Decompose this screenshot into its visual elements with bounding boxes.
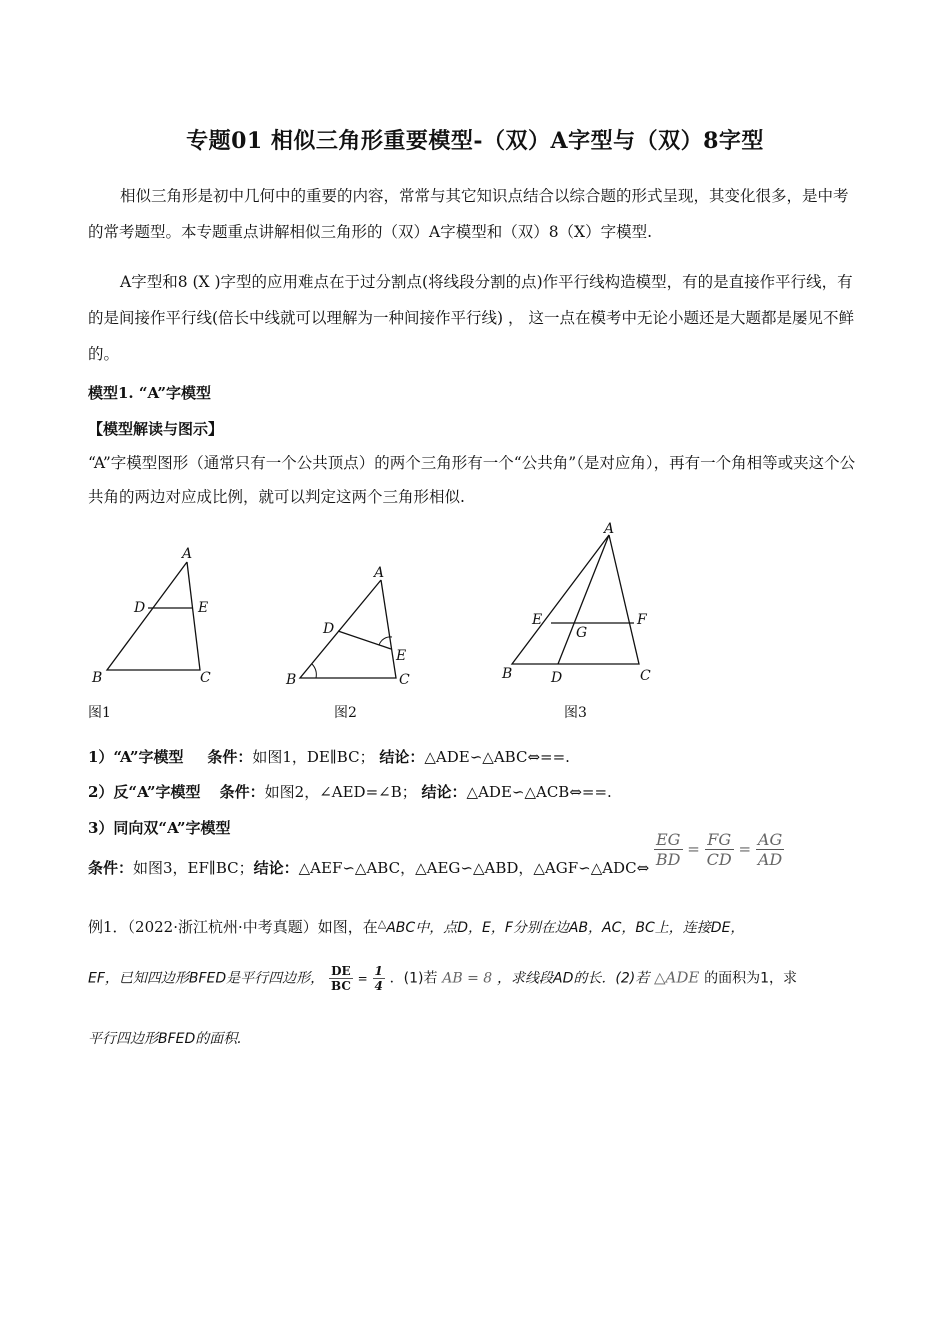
figure-1 xyxy=(88,540,228,690)
model1-description: “A”字模型图形（通常只有一个公共顶点）的两个三角形有一个“公共角”（是对应角），再有一个角相等或夹这个公共角的两边对应成比例，就可以判定这两个三角形相似. xyxy=(88,454,856,506)
figure-3 xyxy=(496,520,666,692)
fig3-label-g: G xyxy=(576,625,588,641)
page-title: 专题01 相似三角形重要模型-（双）A字型与（双）8字型 xyxy=(186,128,764,154)
example-intro: 例1．（2022·浙江杭州·中考真题）如图，在 xyxy=(88,918,378,936)
item1-condition: 如图1，DE∥BC； xyxy=(252,748,375,766)
fig2-angle-b xyxy=(312,664,316,678)
figure-2 xyxy=(282,560,422,690)
item3-label: 3）同向双“A”字模型 xyxy=(88,819,231,837)
frac-1-4: $\frac{1}{4}$ xyxy=(374,964,383,993)
item2-condition-label: 条件： xyxy=(219,783,265,801)
ab-equals-8: AB = 8 xyxy=(442,970,493,987)
item3-conclusion: △AEF∽△ABC，△AEG∽△ABD，△AGF∽△ADC⇔ xyxy=(298,859,650,877)
triangle-ade: △ADE xyxy=(653,968,700,987)
figure-1-caption: 图1 xyxy=(88,705,111,721)
item2-condition: 如图2，∠AED=∠B； xyxy=(264,783,417,801)
item1-tail: ==. xyxy=(540,748,570,766)
model1-section-heading: 【模型解读与图示】 xyxy=(88,420,224,438)
item1-label: 1）“A”字模型 xyxy=(88,748,184,766)
triangle-symbol: △ xyxy=(377,917,387,930)
item2-conclusion: △ADE∽△ACB⇔==. xyxy=(466,783,612,801)
frac-eg-bd: $\frac{EG}{BD}$ xyxy=(655,830,681,869)
example-text-1: ABC中，点D，E，F分别在边AB，AC，BC上，连接DE， xyxy=(386,920,745,936)
fig1-triangle xyxy=(107,562,200,670)
fig3-label-f: F xyxy=(637,612,647,628)
frac-fg-cd: $\frac{FG}{CD}$ xyxy=(706,830,732,869)
item3-condition-label: 条件： xyxy=(88,859,134,877)
example-line-3: 平行四边形BFED的面积. xyxy=(88,1031,242,1047)
fig3-label-a: A xyxy=(604,521,615,537)
item1-conclusion-label: 结论： xyxy=(379,748,425,766)
item3-condition: 如图3，EF∥BC； xyxy=(133,859,254,877)
equals-sign-1: = xyxy=(687,839,700,858)
frac-ag-ad: $\frac{AG}{AD}$ xyxy=(757,830,783,869)
fig3-label-e: E xyxy=(532,612,543,628)
fig1-label-b: B xyxy=(92,670,103,686)
figure-2-caption: 图2 xyxy=(334,705,357,721)
question-1-prefix: ．(1)若 xyxy=(389,970,438,987)
fig2-label-d: D xyxy=(323,621,335,637)
model-item-2 xyxy=(88,781,612,802)
fig1-label-d: D xyxy=(134,600,146,616)
fig3-label-d: D xyxy=(551,670,563,686)
fig2-label-a: A xyxy=(374,565,385,581)
model-item-1 xyxy=(88,746,570,767)
fig3-segment-ad xyxy=(558,535,609,664)
item3-conclusion-label: 结论： xyxy=(253,859,299,877)
ratio-equals: = xyxy=(357,971,368,986)
example-line-1 xyxy=(88,916,744,937)
fig3-label-b: B xyxy=(502,666,513,682)
intro-paragraph-2: A字型和8 (X )字型的应用难点在于过分割点(将线段分割的点)作平行线构造模型，有的是直接作平行线，有的是间接作平行线(倍长中线就可以理解为一种间接作平行线) ， 这一点在模考中无论小题还是大题都是屡见不鲜的。 xyxy=(88,273,854,363)
item2-label: 2）反“A”字模型 xyxy=(88,783,201,801)
equals-sign-2: = xyxy=(738,839,752,858)
example-line-2 xyxy=(88,964,797,993)
fig1-label-c: C xyxy=(200,670,211,686)
model-item-3 xyxy=(88,830,784,887)
item2-conclusion-label: 结论： xyxy=(421,783,467,801)
fig3-label-c: C xyxy=(640,668,651,684)
fig2-segment-de xyxy=(338,631,391,649)
model-item-3-heading xyxy=(88,817,231,838)
fig1-label-a: A xyxy=(182,546,193,562)
item1-condition-label: 条件： xyxy=(207,748,253,766)
frac-de-bc: $\frac{DE}{BC}$ xyxy=(330,964,351,993)
fig2-label-c: C xyxy=(399,672,410,688)
intro-paragraph-1: 相似三角形是初中几何中的重要的内容，常常与其它知识点结合以综合题的形式呈现，其变化很多，是中考的常考题型。本专题重点讲解相似三角形的（双）A字模型和（双）8（X）字模型. xyxy=(88,187,849,241)
model1-heading: 模型1. “A”字模型 xyxy=(88,384,211,402)
question-2-text: 的面积为1，求 xyxy=(704,970,798,987)
fig2-label-b: B xyxy=(286,672,297,688)
question-1-text: ，求线段AD的长．(2)若 xyxy=(497,970,650,987)
fig2-label-e: E xyxy=(396,648,407,664)
fig1-label-e: E xyxy=(198,600,209,616)
example-text-2: EF，已知四边形BFED是平行四边形， xyxy=(88,970,325,987)
fig2-triangle xyxy=(300,580,396,678)
figure-3-caption: 图3 xyxy=(564,705,587,721)
fig3-triangle xyxy=(512,535,639,664)
item1-conclusion: △ADE∽△ABC⇔ xyxy=(424,748,541,766)
